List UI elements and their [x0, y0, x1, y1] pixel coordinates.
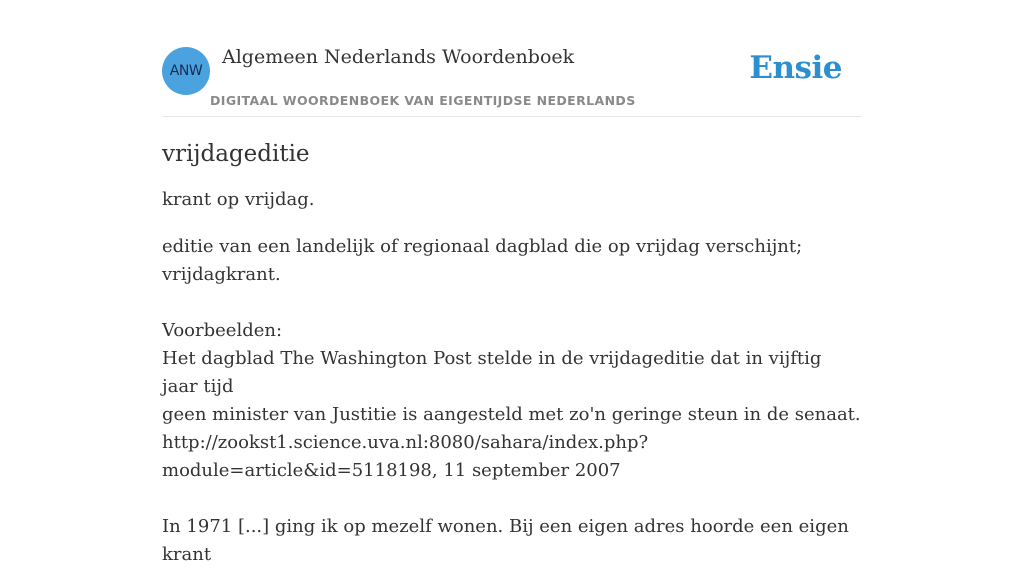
example-line: Het dagblad The Washington Post stelde in de vrijdageditie dat in vijftig jaar tijd [162, 348, 822, 397]
entry-headword: vrijdageditie [162, 141, 310, 167]
example-source-line: http://zookst1.science.uva.nl:8080/sahara/index.php? [162, 432, 649, 453]
dictionary-subtitle: DIGITAAL WOORDENBOEK VAN EIGENTIJDSE NEDERLANDS [210, 93, 636, 108]
short-definition: krant op vrijdag. [162, 189, 315, 210]
example-line: In 1971 [...] ging ik op mezelf wonen. Bij een eigen adres hoorde een eigen krant [162, 516, 849, 565]
site-header [162, 0, 862, 117]
ensie-brand-link[interactable]: Ensie [749, 50, 842, 86]
examples-label: Voorbeelden: [162, 320, 283, 341]
example-source-line: module=article&id=5118198, 11 september 2007 [162, 460, 621, 481]
example-line: geen minister van Justitie is aangesteld met zo'n geringe steun in de senaat. [162, 404, 861, 425]
examples-block-1 [162, 317, 862, 485]
definition [162, 233, 862, 289]
entry-content [162, 136, 862, 569]
examples-block-2 [162, 513, 862, 569]
logo-text: ANW [169, 63, 203, 79]
definition-line: editie van een landelijk of regionaal dagblad die op vrijdag verschijnt; [162, 236, 803, 257]
dictionary-title[interactable]: Algemeen Nederlands Woordenboek [222, 46, 575, 68]
anw-logo[interactable] [162, 47, 210, 95]
definition-line: vrijdagkrant. [162, 264, 281, 285]
examples-section [162, 317, 862, 569]
